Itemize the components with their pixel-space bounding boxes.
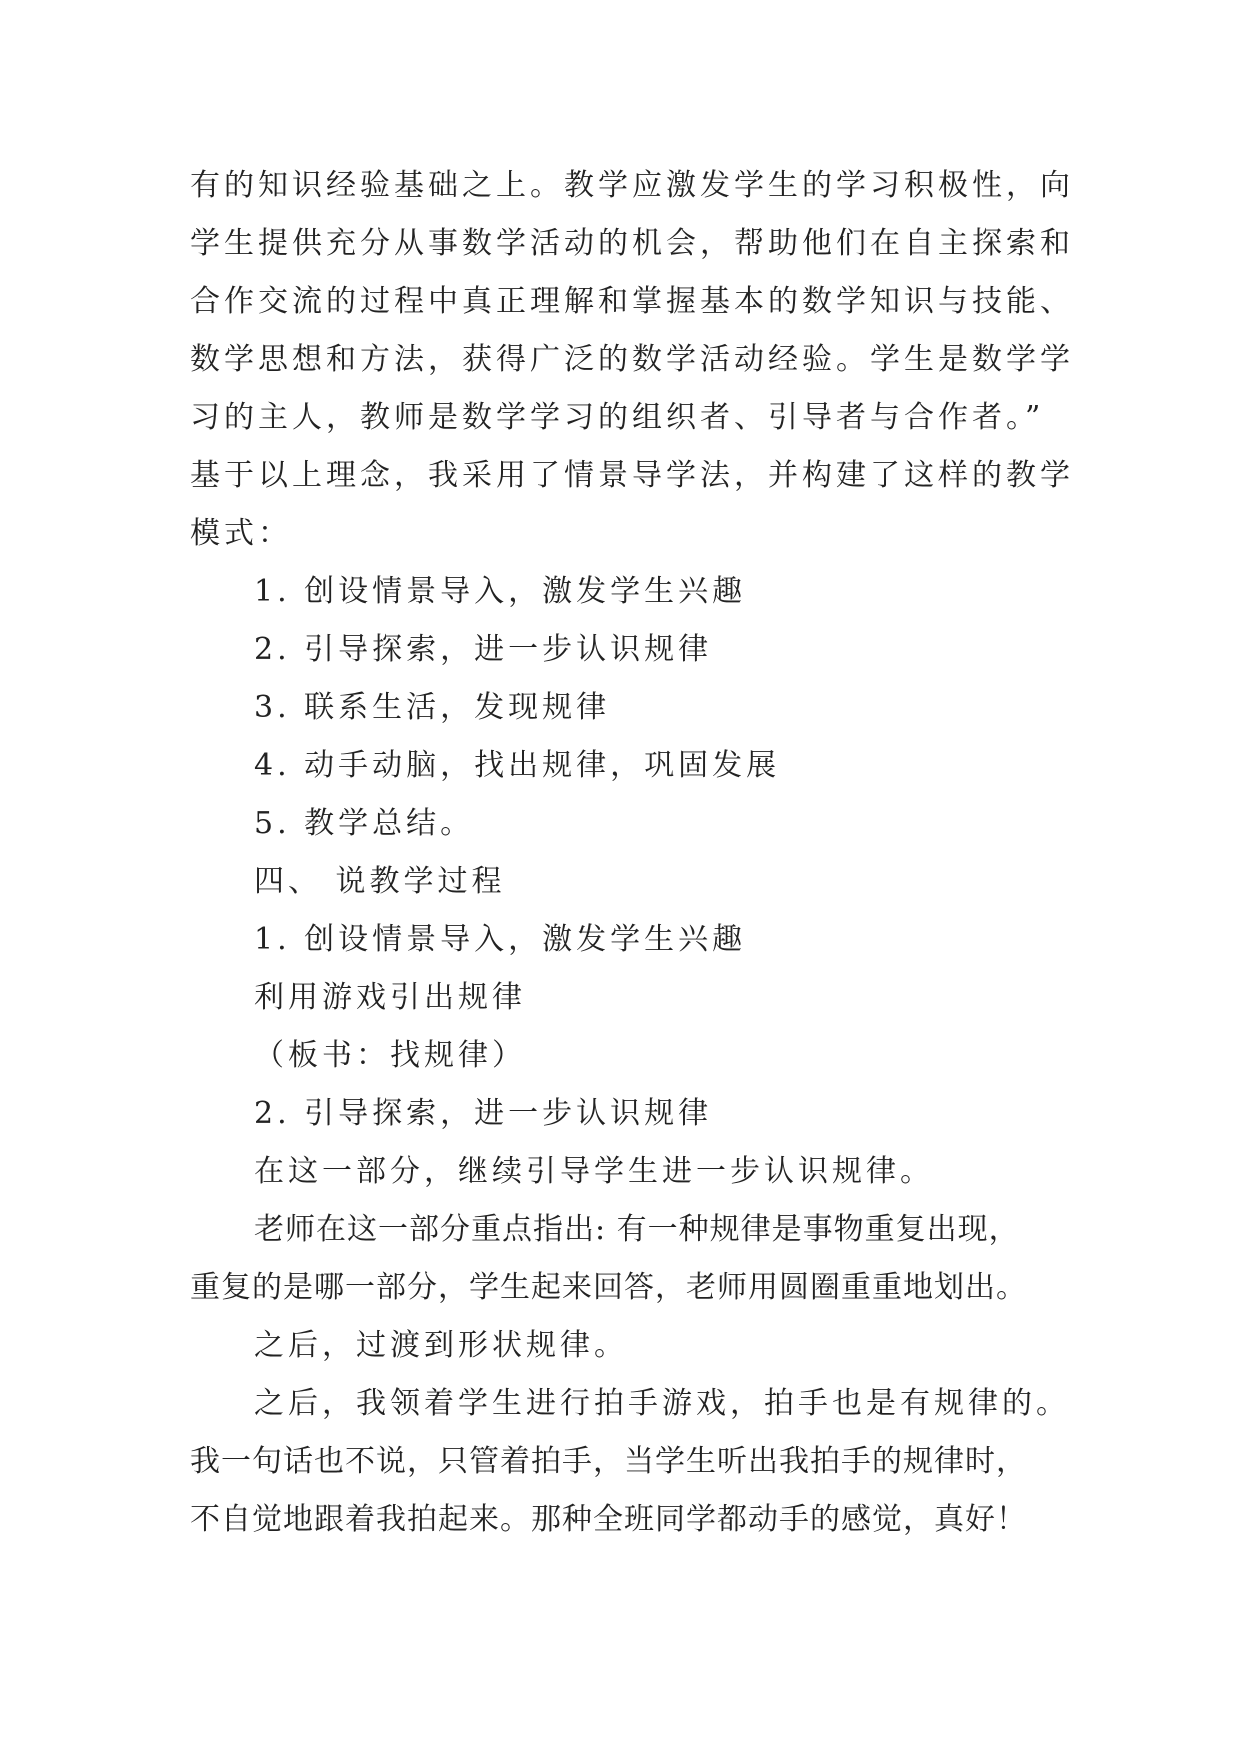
- list-item: 3. 联系生活，发现规律: [254, 690, 611, 725]
- list-item: 4. 动手动脑，找出规律，巩固发展: [254, 748, 781, 783]
- subsection-heading: 2. 引导探索，进一步认识规律: [254, 1096, 713, 1131]
- paragraph-line: 基于以上理念，我采用了情景导学法，并构建了这样的教学: [190, 458, 1074, 493]
- paragraph-line: 我一句话也不说，只管着拍手，当学生听出我拍手的规律时，: [190, 1444, 1027, 1479]
- paragraph-line: 数学思想和方法，获得广泛的数学活动经验。学生是数学学: [190, 342, 1074, 377]
- paragraph-line: 合作交流的过程中真正理解和掌握基本的数学知识与技能、: [190, 284, 1074, 319]
- paragraph-line: 老师在这一部分重点指出: 有一种规律是事物重复出现，: [254, 1212, 1020, 1247]
- section-heading: 四、 说教学过程: [254, 864, 506, 899]
- paragraph-line: 之后，过渡到形状规律。: [254, 1328, 628, 1363]
- board-note: （板书：找规律）: [254, 1038, 526, 1073]
- subsection-heading: 1. 创设情景导入，激发学生兴趣: [254, 922, 747, 957]
- paragraph-line: 习的主人，教师是数学学习的组织者、引导者与合作者。”: [190, 400, 1045, 435]
- paragraph-line: 学生提供充分从事数学活动的机会，帮助他们在自主探索和: [190, 226, 1074, 261]
- paragraph-line: 重复的是哪一部分，学生起来回答，老师用圆圈重重地划出。: [190, 1270, 1027, 1305]
- list-item: 5. 教学总结。: [254, 806, 475, 841]
- paragraph-line: 在这一部分，继续引导学生进一步认识规律。: [254, 1154, 934, 1189]
- paragraph-line: 之后，我领着学生进行拍手游戏，拍手也是有规律的。: [254, 1386, 1070, 1421]
- paragraph-line: 利用游戏引出规律: [254, 980, 526, 1015]
- paragraph-line: 不自觉地跟着我拍起来。那种全班同学都动手的感觉，真好！: [190, 1502, 1027, 1537]
- list-item: 2. 引导探索，进一步认识规律: [254, 632, 713, 667]
- paragraph-line: 模式：: [190, 516, 292, 551]
- paragraph-line: 有的知识经验基础之上。教学应激发学生的学习积极性，向: [190, 168, 1074, 203]
- list-item: 1. 创设情景导入，激发学生兴趣: [254, 574, 747, 609]
